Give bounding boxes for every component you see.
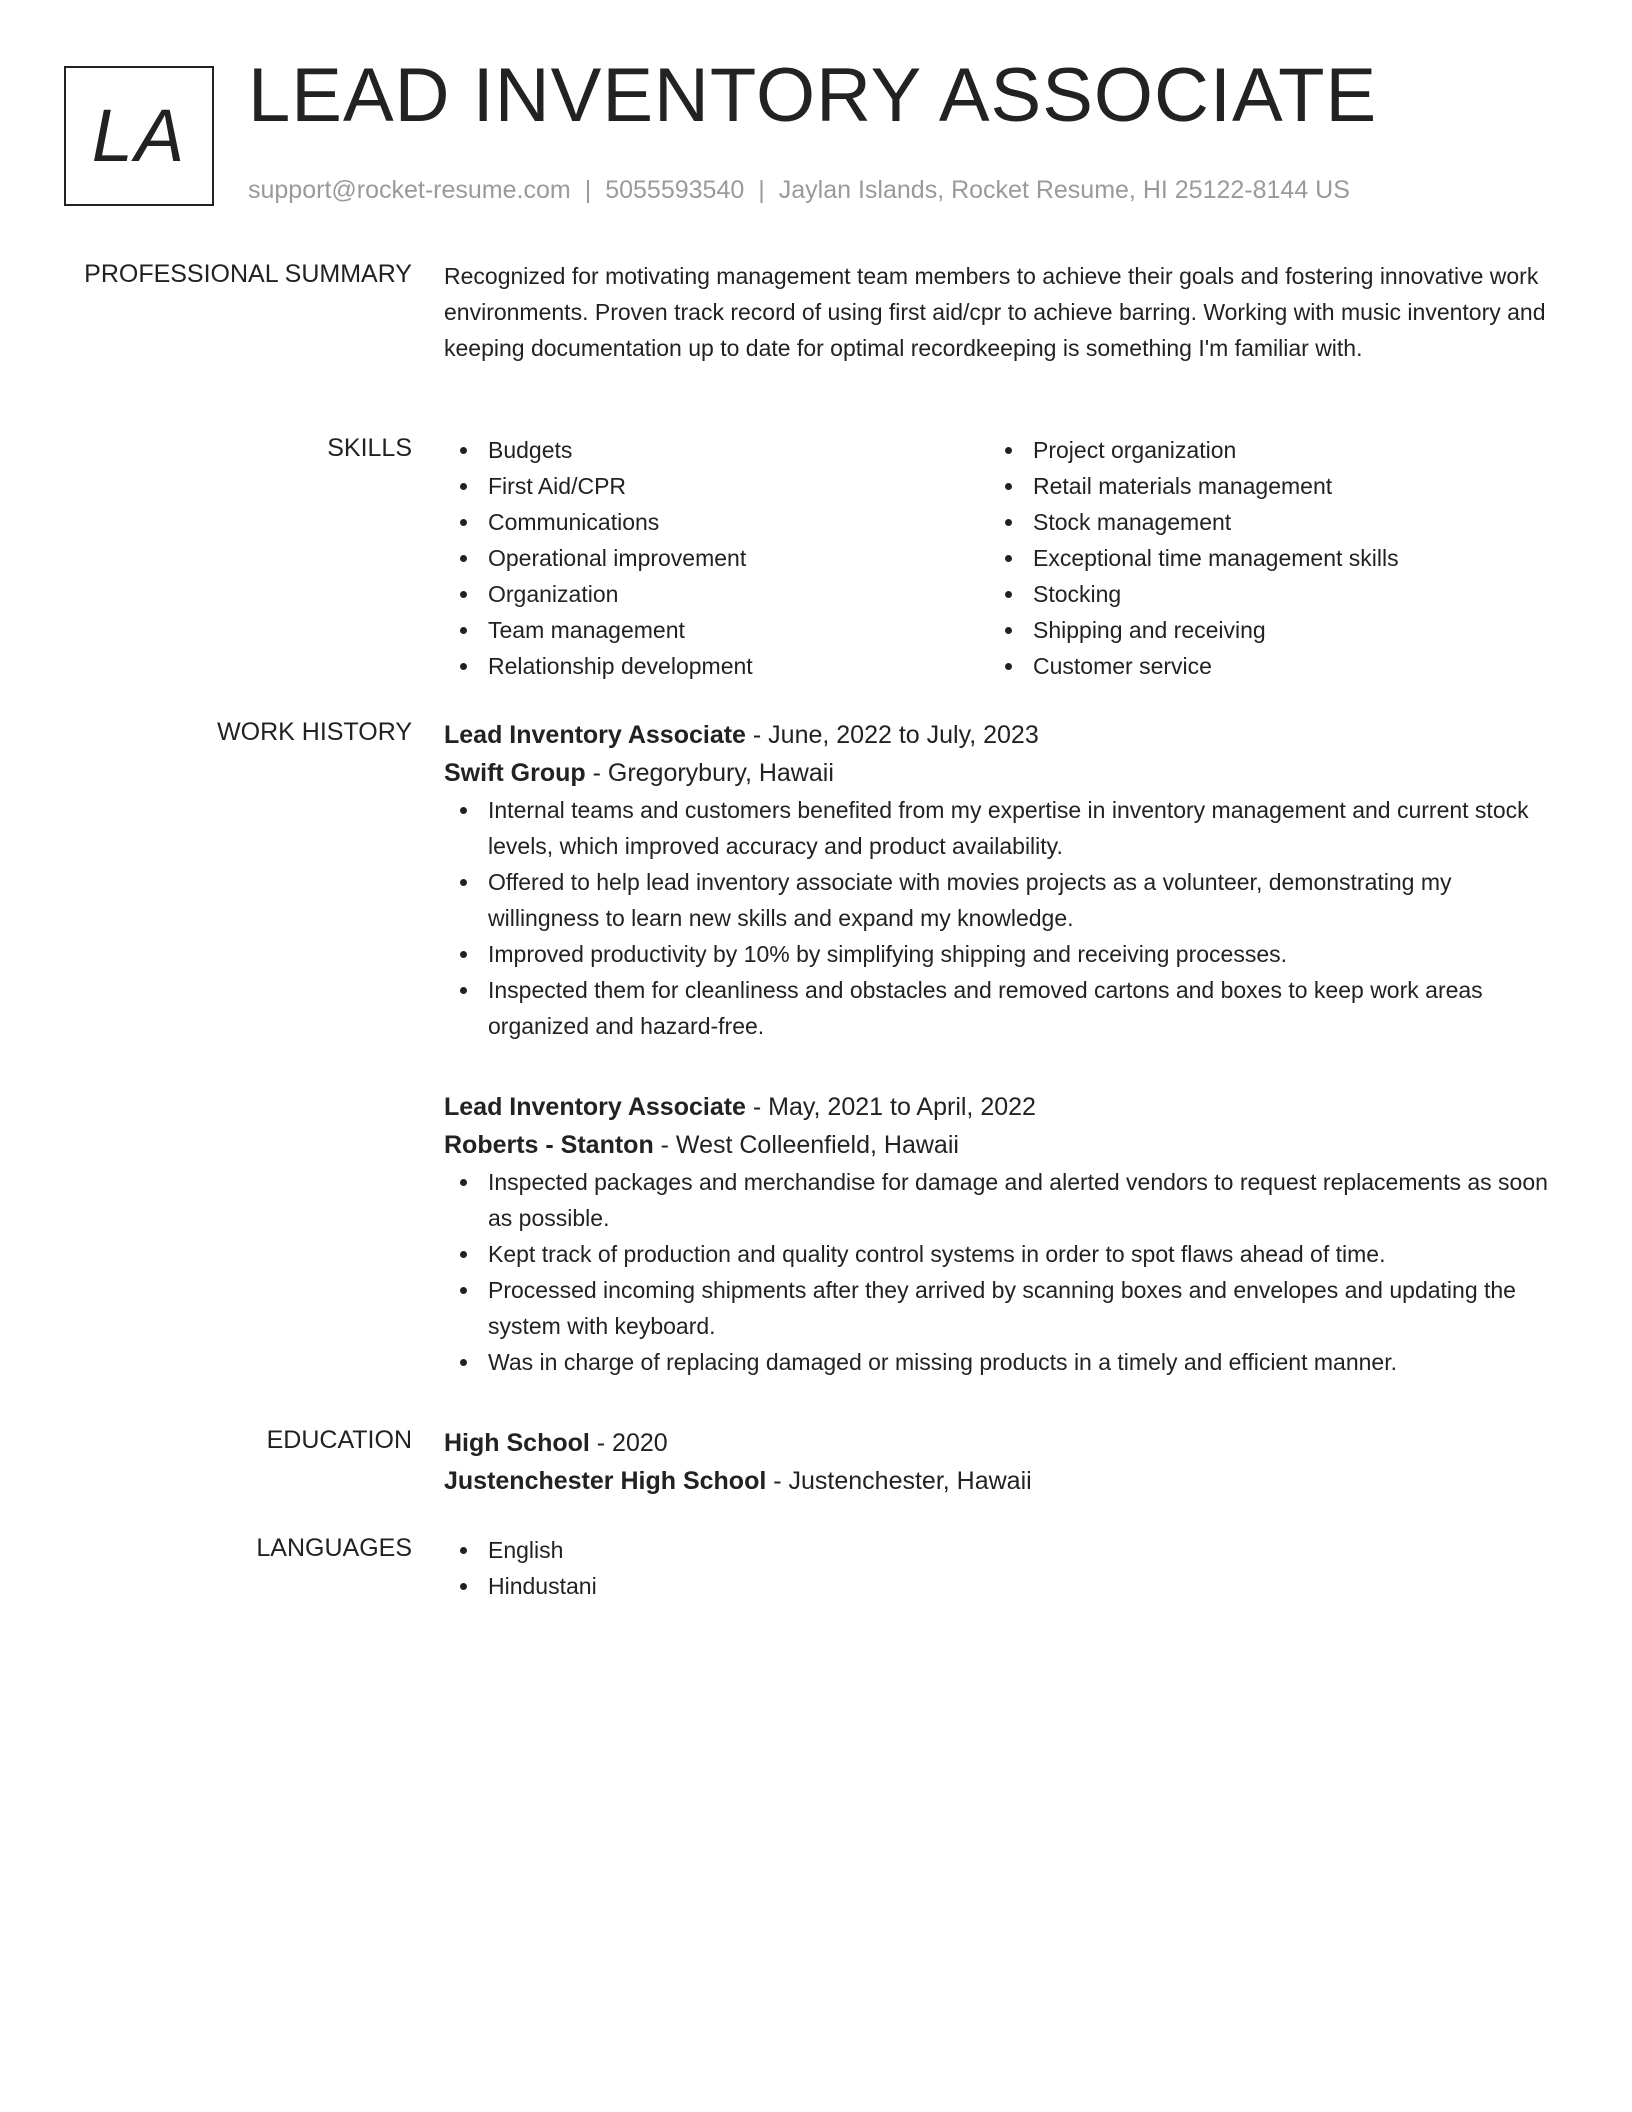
skill-item: First Aid/CPR (444, 468, 989, 504)
education-school-line (444, 1462, 1556, 1500)
skill-item: Exceptional time management skills (989, 540, 1534, 576)
education-degree-line (444, 1424, 1556, 1462)
section-heading-languages: LANGUAGES (256, 1534, 412, 1562)
monogram-initials: LA (91, 94, 187, 177)
education-year: - 2020 (589, 1429, 668, 1457)
resume-title: LEAD INVENTORY ASSOCIATE (248, 53, 1378, 138)
job-bullet: Internal teams and customers benefited from my expertise in inventory management and current stock levels, which improved accuracy and product availability. (444, 792, 1556, 864)
skills-list-right (989, 432, 1534, 684)
job-company-line (444, 1126, 1556, 1164)
summary-text: Recognized for motivating management team members to achieve their goals and fostering innovative work environments. Proven track record of using first aid/cpr to achieve barring. Working with music inventory and keeping documentation up to date for optimal recordkeeping is something I'm familiar with. (444, 263, 1546, 361)
contact-email[interactable]: support@rocket-resume.com (248, 176, 571, 204)
skills-list-left (444, 432, 989, 684)
skills-column-right (989, 432, 1534, 684)
skill-item: Stock management (989, 504, 1534, 540)
skill-item: Relationship development (444, 648, 989, 684)
skills-grid (444, 432, 1556, 684)
job-company: Swift Group (444, 759, 586, 787)
language-item: English (444, 1532, 1556, 1568)
job-company: Roberts - Stanton (444, 1131, 654, 1159)
education-school: Justenchester High School (444, 1467, 767, 1495)
job-location: - Gregorybury, Hawaii (585, 759, 834, 787)
languages-body (444, 1532, 1556, 1604)
contact-line (248, 175, 1350, 205)
skill-item: Budgets (444, 432, 989, 468)
contact-separator: | (758, 176, 765, 204)
job-location: - West Colleenfield, Hawaii (653, 1131, 959, 1159)
skill-item: Operational improvement (444, 540, 989, 576)
skill-item: Retail materials management (989, 468, 1534, 504)
job-bullet: Offered to help lead inventory associate with movies projects as a volunteer, demonstrating my willingness to learn new skills and expand my knowledge. (444, 864, 1556, 936)
job-title: Lead Inventory Associate (444, 721, 746, 749)
job-bullet: Inspected packages and merchandise for damage and alerted vendors to request replacements as soon as possible. (444, 1164, 1556, 1236)
job-title: Lead Inventory Associate (444, 1093, 746, 1121)
job-bullet: Inspected them for cleanliness and obstacles and removed cartons and boxes to keep work areas organized and hazard-free. (444, 972, 1556, 1044)
contact-phone[interactable]: 5055593540 (605, 176, 745, 204)
section-heading-skills: SKILLS (327, 434, 412, 462)
job-bullet: Processed incoming shipments after they arrived by scanning boxes and envelopes and updating the system with keyboard. (444, 1272, 1556, 1344)
skill-item: Shipping and receiving (989, 612, 1534, 648)
section-heading-summary: PROFESSIONAL SUMMARY (84, 260, 412, 288)
job-bullet: Was in charge of replacing damaged or missing products in a timely and efficient manner. (444, 1344, 1556, 1380)
job-bullet: Improved productivity by 10% by simplifying shipping and receiving processes. (444, 936, 1556, 972)
skill-item: Project organization (989, 432, 1534, 468)
skills-column-left (444, 432, 989, 684)
skills-body (444, 432, 1556, 684)
skill-item: Organization (444, 576, 989, 612)
job-title-line (444, 716, 1556, 754)
job-entry (444, 1088, 1556, 1380)
education-degree: High School (444, 1429, 590, 1457)
job-dates: - May, 2021 to April, 2022 (745, 1093, 1036, 1121)
education-location: - Justenchester, Hawaii (766, 1467, 1032, 1495)
skill-item: Team management (444, 612, 989, 648)
skill-item: Stocking (989, 576, 1534, 612)
job-bullet-list (444, 1164, 1556, 1380)
summary-body (444, 258, 1556, 366)
work-history-body (444, 716, 1556, 1380)
contact-address: Jaylan Islands, Rocket Resume, HI 25122-8144 US (778, 176, 1350, 204)
job-title-line (444, 1088, 1556, 1126)
job-entry (444, 716, 1556, 1044)
skill-item: Communications (444, 504, 989, 540)
job-company-line (444, 754, 1556, 792)
monogram-box (64, 66, 214, 206)
job-bullet-list (444, 792, 1556, 1044)
contact-separator: | (584, 176, 592, 204)
language-item: Hindustani (444, 1568, 1556, 1604)
section-heading-education: EDUCATION (266, 1426, 412, 1454)
education-body (444, 1424, 1556, 1500)
section-heading-work-history: WORK HISTORY (217, 718, 412, 746)
skill-item: Customer service (989, 648, 1534, 684)
job-dates: - June, 2022 to July, 2023 (745, 721, 1039, 749)
languages-list (444, 1532, 1556, 1604)
job-bullet: Kept track of production and quality control systems in order to spot flaws ahead of time. (444, 1236, 1556, 1272)
